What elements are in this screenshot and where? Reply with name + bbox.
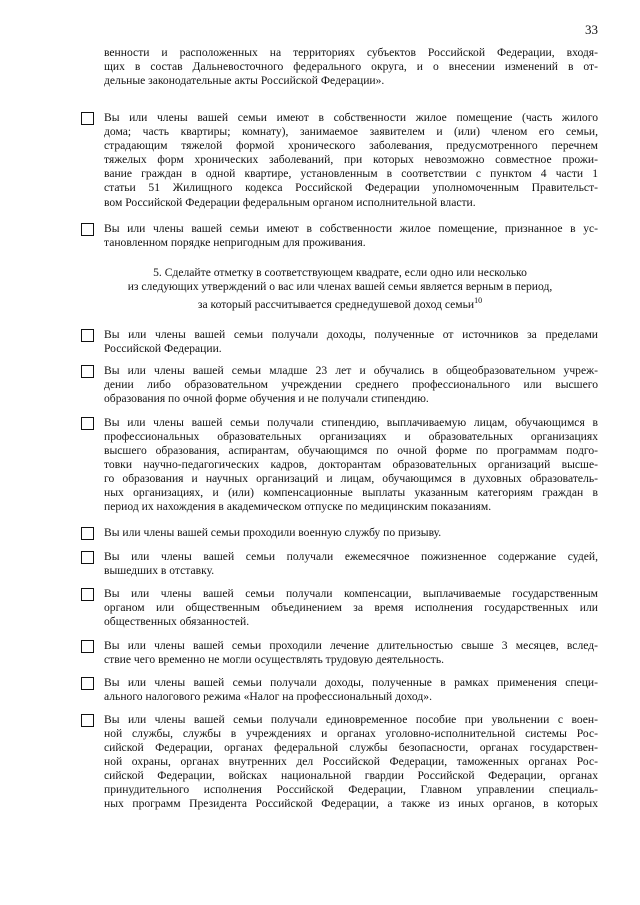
- checkbox-military-conscription[interactable]: [81, 527, 94, 540]
- item-line: тановленном порядке непригодным для проживания.: [104, 236, 366, 249]
- item-line: высшего образования, аспирантам, обучающимся по очной форме по программам подго-: [104, 444, 598, 457]
- checkbox-retired-judge-allowance[interactable]: [81, 551, 94, 564]
- item-line: ального налогового режима «Налог на профессиональный доход».: [104, 690, 432, 703]
- section-5-heading-text: за который рассчитывается среднедушевой доход семьи: [197, 297, 475, 311]
- item-line: Вы или члены вашей семьи имеют в собственности жилое помещение (часть жилого: [104, 111, 598, 124]
- section-5-heading-line: из следующих утверждений о вас или членах вашей семьи является верным в период,: [127, 280, 553, 293]
- item-line: товки научно-педагогических кадров, докторантам образовательных организаций высше-: [104, 458, 598, 471]
- checkbox-own-housing-unfit[interactable]: [81, 223, 94, 236]
- item-line: сийской Федерации, войсках национальной гвардии Российской Федерации, органах: [104, 769, 598, 782]
- checkbox-long-term-treatment[interactable]: [81, 640, 94, 653]
- footnote-marker: 10: [474, 296, 483, 305]
- checkbox-dismissal-lump-sum[interactable]: [81, 714, 94, 727]
- section-5-heading-line: [80, 294, 600, 312]
- item-line: ной службы, службы в учреждениях и органах уголовно-исполнительной системы Рос-: [104, 727, 598, 740]
- item-line: Вы или члены вашей семьи младше 23 лет и обучались в общеобразовательном учреж-: [104, 364, 598, 377]
- intro-line: щих в состав Дальневосточного федерального округа, и о внесении изменений в от-: [104, 60, 598, 73]
- item-line: ствие чего временно не могли осуществлять трудовую деятельность.: [104, 653, 445, 666]
- checkbox-own-housing-chronic-illness[interactable]: [81, 112, 94, 125]
- item-line: ных программ Президента Российской Федерации, а также из иных органов, в которых: [104, 797, 598, 810]
- item-line: ной охраны, органах внутренних дел Российской Федерации, таможенных органах Рос-: [104, 755, 598, 768]
- checkbox-public-duty-compensation[interactable]: [81, 588, 94, 601]
- item-line: го образования и научных организаций и лицам, обучающимся в духовных образователь-: [104, 472, 598, 485]
- item-line: дении либо образовательном учреждении среднего профессионального или высшего: [104, 378, 598, 391]
- intro-line: дельные законодательные акты Российской Федерации».: [104, 74, 385, 87]
- intro-line: венности и расположенных на территориях субъектов Российской Федерации, входя-: [104, 46, 598, 59]
- item-line: Вы или члены вашей семьи проходили лечение длительностью свыше 3 месяцев, вслед-: [104, 639, 598, 652]
- item-line: Российской Федерации.: [104, 342, 222, 355]
- item-line: Вы или члены вашей семьи получали компенсации, выплачиваемые государственным: [104, 587, 598, 600]
- item-line: страдающим тяжелой формой хронического заболевания, предусмотренного перечнем: [104, 139, 598, 152]
- item-line: ных организациях, и (или) компенсационные выплаты указанным категориям граждан в: [104, 486, 598, 499]
- item-line: тяжелых форм хронических заболеваний, при которых невозможно совместное прожи-: [104, 153, 598, 166]
- item-line: вание граждан в одной квартире, установленным в соответствии с пунктом 4 части 1: [104, 167, 598, 180]
- page-number: 33: [585, 22, 598, 37]
- item-line: профессиональных образовательных организациях и образовательных организациях: [104, 430, 598, 443]
- item-line: принудительного исполнения Российской Федерации, Главном управлении специаль-: [104, 783, 598, 796]
- item-line: вышедших в отставку.: [104, 564, 215, 577]
- item-line: Вы или члены вашей семьи получали ежемесячное пожизненное содержание судей,: [104, 550, 598, 563]
- item-line: Вы или члены вашей семьи имеют в собственности жилое помещение, признанное в ус-: [104, 222, 598, 235]
- item-line: образования по очной форме обучения и не получали стипендию.: [104, 392, 429, 405]
- item-line: вом Российской Федерации федеральным органом исполнительной власти.: [104, 196, 476, 209]
- item-line: общественных обязанностей.: [104, 615, 250, 628]
- item-line: Вы или члены вашей семьи проходили военную службу по призыву.: [104, 526, 442, 539]
- item-line: дома; часть квартиры; комнату), занимаемое заявителем и (или) членом его семьи,: [104, 125, 598, 138]
- item-line: Вы или члены вашей семьи получали доходы, полученные от источников за пределами: [104, 328, 598, 341]
- checkbox-foreign-income[interactable]: [81, 329, 94, 342]
- item-line: период их нахождения в академическом отпуске по медицинским показаниям.: [104, 500, 492, 513]
- item-line: Вы или члены вашей семьи получали единовременное пособие при увольнении с воен-: [104, 713, 598, 726]
- item-line: Вы или члены вашей семьи получали стипендию, выплачиваемую лицам, обучающимся в: [104, 416, 598, 429]
- item-line: статьи 51 Жилищного кодекса Российской Федерации уполномоченным Правительст-: [104, 181, 598, 194]
- item-line: Вы или члены вашей семьи получали доходы, полученные в рамках применения специ-: [104, 676, 598, 689]
- section-5-heading-line: 5. Сделайте отметку в соответствующем квадрате, если одно или несколько: [153, 266, 527, 279]
- checkbox-scholarship[interactable]: [81, 417, 94, 430]
- item-line: органом или общественным объединением за время исполнения государственных или: [104, 601, 598, 614]
- item-line: сийской Федерации, органах федеральной службы безопасности, органах государствен-: [104, 741, 598, 754]
- checkbox-self-employed-tax-regime[interactable]: [81, 677, 94, 690]
- checkbox-student-under-23[interactable]: [81, 365, 94, 378]
